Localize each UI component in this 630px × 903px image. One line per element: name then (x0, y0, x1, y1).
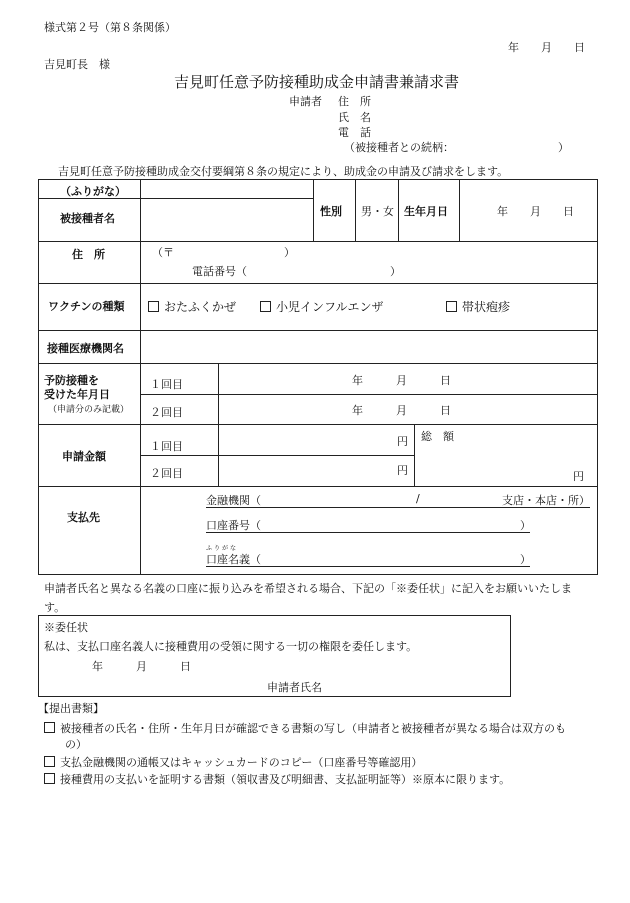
document-item-1[interactable]: 被接種者の氏名・住所・生年月日が確認できる書類の写し（申請者と被接種者が異なる場合は双方のも (44, 720, 566, 736)
amount-label: 申請金額 (62, 450, 106, 463)
note-text-cont: す。 (44, 601, 66, 614)
total-label: 総 額 (421, 430, 454, 443)
first-dose-label: １回目 (150, 378, 183, 391)
document-item-2[interactable]: 支払金融機関の通帳又はキャッシュカードのコピー（口座番号等確認用） (44, 754, 422, 770)
account-number-close: ） (520, 519, 531, 532)
proxy-text: 私は、支払口座名義人に接種費用の受領に関する一切の権限を委任します。 (44, 640, 418, 653)
applicant-address-label: 住 所 (338, 95, 371, 108)
account-holder-label: 口座名義（ (206, 553, 261, 566)
account-holder-close: ） (520, 553, 531, 566)
address-label: 住 所 (72, 248, 105, 261)
phone-close: ） (390, 265, 401, 278)
amount-second-yen: 円 (397, 464, 408, 477)
birthdate-field[interactable]: 年 月 日 (497, 205, 574, 218)
bank-branch-label: 支店・本店・所） (502, 494, 590, 507)
second-dose-label: ２回目 (150, 406, 183, 419)
bank-slash: / (416, 492, 420, 505)
first-dose-date[interactable]: 年 月 日 (352, 374, 451, 387)
clinic-field[interactable] (141, 331, 597, 362)
note-text: 申請者氏名と異なる名義の口座に振り込みを希望される場合、下記の「※委任状」に記入をお願いいたしま (44, 582, 572, 595)
documents-title: 【提出書類】 (38, 702, 104, 715)
patient-name-label: 被接種者名 (60, 212, 115, 225)
amount-second-label: ２回目 (150, 467, 183, 480)
proxy-date[interactable]: 年 月 日 (92, 660, 191, 673)
applicant-label: 申請者 (289, 95, 322, 108)
vaccine-option-mumps[interactable]: おたふくかぜ (148, 298, 236, 315)
bank-underline[interactable] (206, 507, 590, 508)
intro-text: 吉見町任意予防接種助成金交付要綱第８条の規定により、助成金の申請及び請求をします。 (58, 165, 509, 178)
holder-ruby: ふりがな (206, 545, 239, 552)
account-underline[interactable] (206, 532, 530, 533)
document-item-3[interactable]: 接種費用の支払いを証明する書類（領収書及び明細書、支払証明証等）※原本に限ります。 (44, 771, 510, 787)
birthdate-label: 生年月日 (404, 205, 448, 218)
furigana-field[interactable] (141, 180, 312, 198)
checkbox-icon (446, 301, 457, 312)
checkbox-icon (44, 756, 55, 767)
vacc-date-label-1: 予防接種を (44, 374, 99, 387)
second-dose-date[interactable]: 年 月 日 (352, 404, 451, 417)
document-item-1-cont: の） (65, 738, 87, 751)
relation-close: ） (558, 141, 569, 154)
checkbox-icon (260, 301, 271, 312)
furigana-label: （ふりがな） (60, 185, 126, 198)
checkbox-icon (148, 301, 159, 312)
gender-label: 性別 (320, 205, 342, 218)
total-yen: 円 (573, 470, 584, 483)
patient-name-field[interactable] (141, 199, 312, 240)
form-number: 様式第２号（第８条関係） (44, 21, 176, 34)
payee-label: 支払先 (67, 511, 100, 524)
date-line: 年 月 日 (508, 41, 585, 54)
page-title: 吉見町任意予防接種助成金申請書兼請求書 (174, 73, 460, 91)
proxy-title: ※委任状 (44, 621, 88, 634)
vaccine-type-label: ワクチンの種類 (48, 300, 125, 313)
applicant-name-label: 氏 名 (338, 111, 371, 124)
postal-close: ） (284, 246, 295, 259)
postal-label: （〒 (152, 246, 174, 259)
application-table (38, 179, 598, 575)
checkbox-icon (44, 773, 55, 784)
vacc-date-note: （申請分のみ記載） (48, 405, 130, 415)
proxy-signature-label: 申請者氏名 (267, 681, 322, 694)
holder-underline[interactable] (206, 566, 530, 567)
addressee: 吉見町長 様 (44, 58, 110, 71)
checkbox-icon (44, 722, 55, 733)
bank-label: 金融機関（ (206, 494, 261, 507)
applicant-phone-label: 電 話 (338, 126, 371, 139)
vacc-date-label-2: 受けた年月日 (44, 388, 110, 401)
phone-label: 電話番号（ (192, 265, 247, 278)
clinic-label: 接種医療機関名 (47, 342, 124, 355)
account-number-label: 口座番号（ (206, 519, 261, 532)
vaccine-option-shingles[interactable]: 帯状疱疹 (446, 298, 510, 315)
relation-label: （被接種者との続柄： (344, 141, 454, 154)
vaccine-option-flu[interactable]: 小児インフルエンザ (260, 298, 384, 315)
amount-first-yen: 円 (397, 435, 408, 448)
gender-options[interactable]: 男・女 (361, 205, 394, 218)
amount-first-label: １回目 (150, 440, 183, 453)
